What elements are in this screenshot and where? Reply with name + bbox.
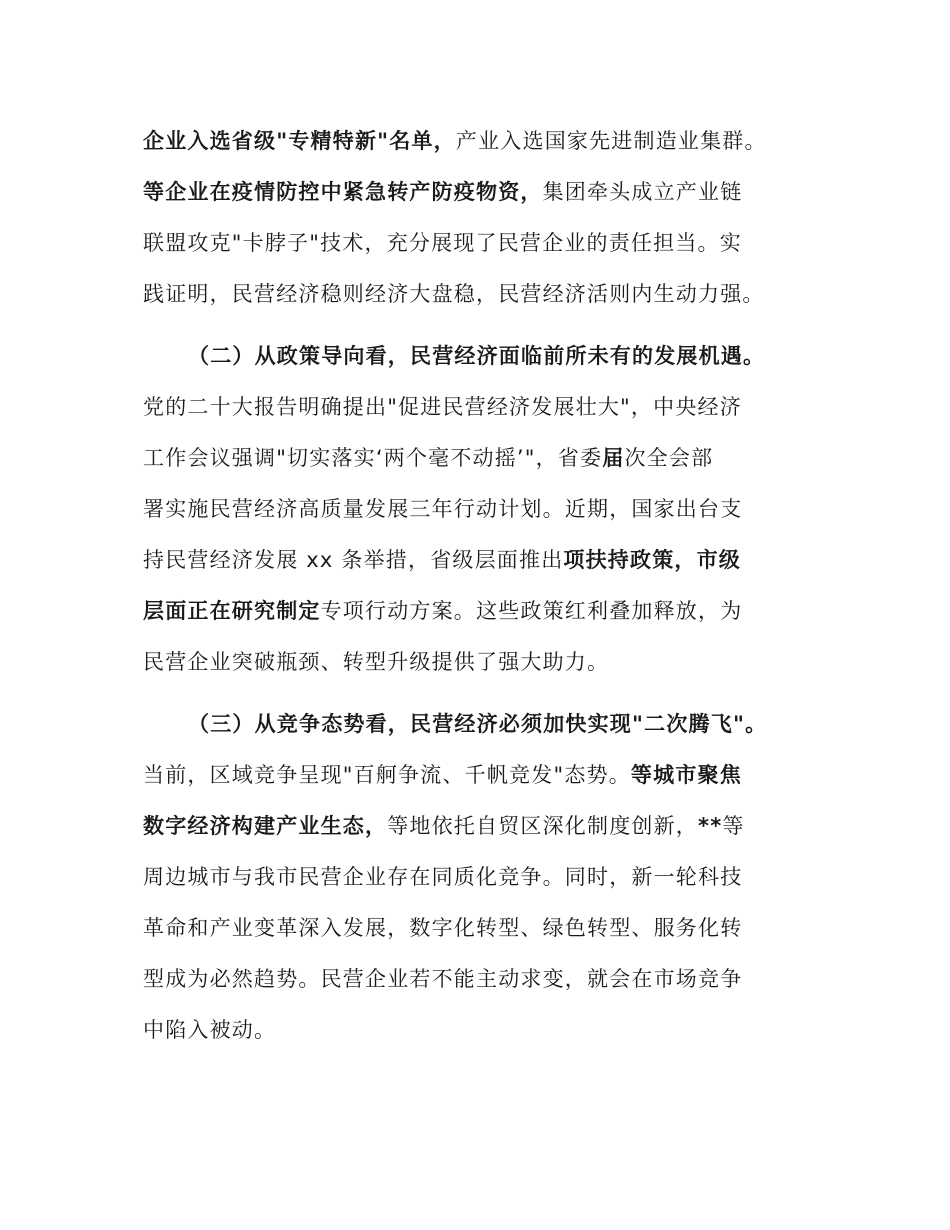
text-run: 持民营经济发展 xx 条举措，省级层面推出 <box>143 548 564 572</box>
para2-line2 <box>143 392 843 422</box>
para2-line7 <box>143 647 843 677</box>
text-run: 项扶持政策，市级 <box>563 548 742 572</box>
text-run: 联盟攻克"卡脖子"技术，充分展现了民营企业的责任担当。实 <box>143 231 742 255</box>
text-run: 中陷入被动。 <box>143 1018 277 1042</box>
text-run: 专项行动方案。这些政策红利叠加释放，为 <box>320 599 743 623</box>
text-run: 数字经济构建产业生态， <box>143 814 388 838</box>
text-run: 工作会议强调"切实落实‘两个毫不动摇’"，省委 <box>143 446 603 470</box>
text-run: 层面正在研究制定 <box>143 599 321 623</box>
text-run: 次全会部 <box>624 446 714 470</box>
text-run: 届 <box>602 446 625 470</box>
text-run: 周边城市与我市民营企业存在同质化竞争。同时，新一轮科技 <box>143 865 743 889</box>
text-run: 企业入选省级"专精特新"名单， <box>143 129 456 153</box>
para2-line3 <box>143 443 843 473</box>
text-run: ** <box>698 814 723 838</box>
section-heading: （三）从竞争态势看，民营经济必须加快实现"二次腾飞"。 <box>188 712 768 736</box>
para3-line6 <box>143 964 843 994</box>
para3-heading <box>188 709 888 739</box>
para1-line4 <box>143 279 843 309</box>
text-run: 民营企业突破瓶颈、转型升级提供了强大助力。 <box>143 650 610 674</box>
para1-line3 <box>143 228 843 258</box>
text-run: 党的二十大报告明确提出"促进民营经济发展壮大"，中央经济 <box>143 395 742 419</box>
para1-line1 <box>143 126 843 156</box>
text-run: 践证明，民营经济稳则经济大盘稳，民营经济活则内生动力强。 <box>143 282 765 306</box>
text-run: 革命和产业变革深入发展，数字化转型、绿色转型、服务化转 <box>143 916 743 940</box>
text-run: 产业入选国家先进制造业集群。 <box>455 129 767 153</box>
para2-line6 <box>143 596 843 626</box>
text-run: 等地依托自贸区深化制度创新， <box>387 814 699 838</box>
text-run: 集团牵头成立产业链 <box>542 180 743 204</box>
text-run: 等企业在疫情防控中紧急转产防疫物资， <box>143 180 543 204</box>
para2-line5 <box>143 545 843 575</box>
para2-heading <box>188 341 888 371</box>
para3-line2 <box>143 760 843 790</box>
para1-line2 <box>143 177 843 207</box>
para3-line5 <box>143 913 843 943</box>
para2-line4 <box>143 494 843 524</box>
text-run: 型成为必然趋势。民营企业若不能主动求变，就会在市场竞争 <box>143 967 743 991</box>
para3-line3 <box>143 811 843 841</box>
section-heading: （二）从政策导向看，民营经济面临前所未有的发展机遇。 <box>188 344 766 368</box>
para3-line7 <box>143 1015 843 1045</box>
text-run: 等城市聚焦 <box>630 763 742 787</box>
para3-line4 <box>143 862 843 892</box>
text-run: 当前，区域竞争呈现"百舸争流、千帆竞发"态势。 <box>143 763 631 787</box>
text-run: 等 <box>722 814 745 838</box>
text-run: 署实施民营经济高质量发展三年行动计划。近期，国家出台支 <box>143 497 743 521</box>
